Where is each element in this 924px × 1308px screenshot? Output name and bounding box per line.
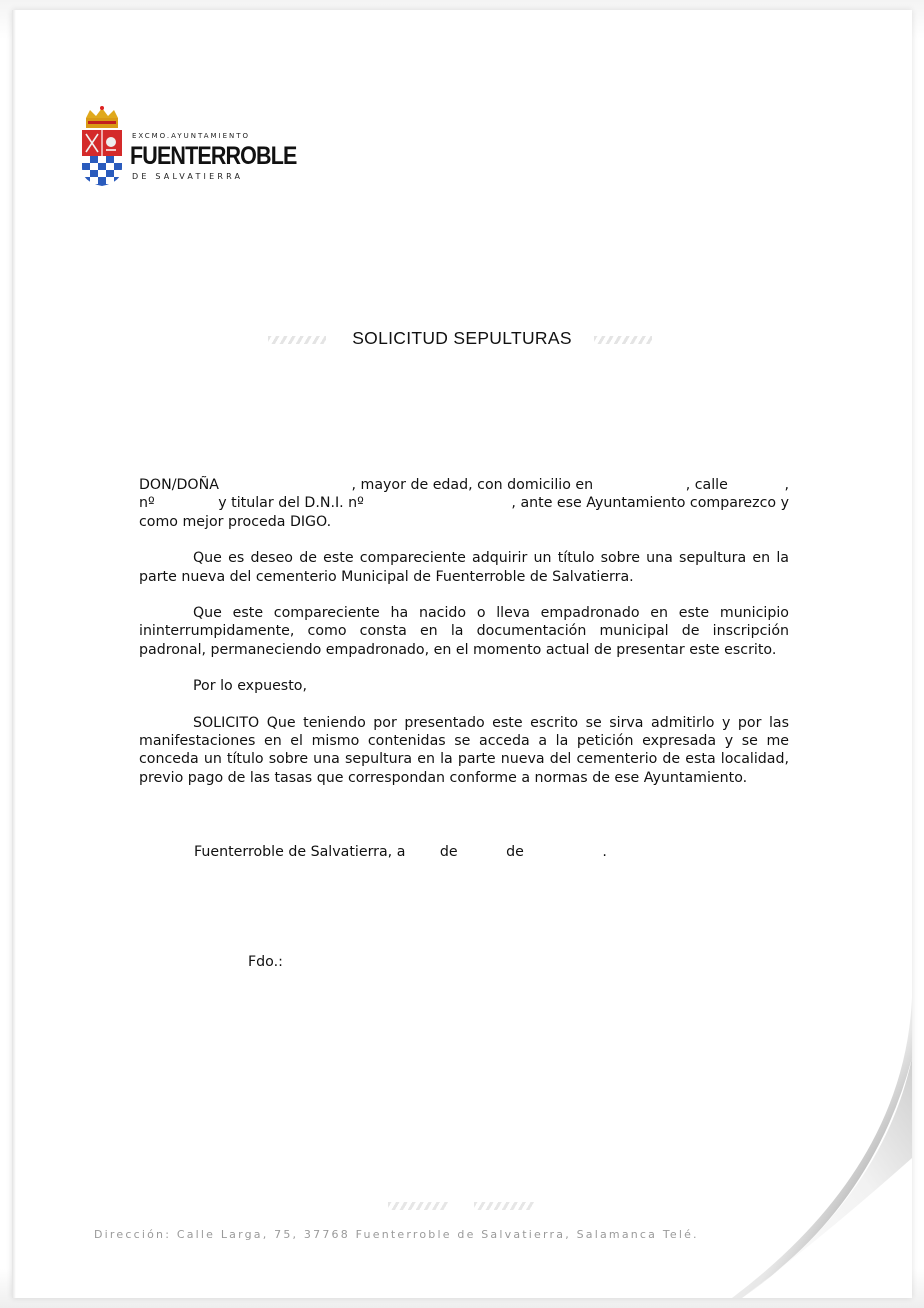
domicile-label: , mayor de edad, con domicilio en <box>351 477 594 493</box>
digo-line: como mejor proceda DIGO. <box>139 513 332 530</box>
document-sheet <box>12 10 912 1298</box>
appearance-text: , ante ese Ayuntamiento comparezco y <box>511 495 789 512</box>
number-label: nº <box>139 495 155 512</box>
document-title: SOLICITUD SEPULTURAS <box>352 328 572 348</box>
paragraph-registration: Que este compareciente ha nacido o lleva empadronado en este municipio ininterrumpidamente, como consta en la documentación municipal de inscripción padronal, permaneciendo empadronado, en el momento actual de presentar este escrito. <box>139 605 789 658</box>
title-row <box>262 328 662 352</box>
applicant-line-2 <box>139 494 789 512</box>
signature-label: Fdo.: <box>248 954 283 970</box>
dni-label: y titular del D.N.I. nº <box>218 495 364 512</box>
comma-mark: , <box>784 477 789 493</box>
don-dona-label: DON/DOÑA <box>139 477 219 493</box>
logo-sub-text: DE SALVATIERRA <box>132 172 244 181</box>
street-label: , calle <box>685 477 728 493</box>
applicant-line-1 <box>139 476 789 494</box>
coat-of-arms-icon <box>80 106 124 188</box>
sheet-edge <box>12 10 16 1298</box>
document-body <box>139 476 789 805</box>
footer-decoration-right <box>474 1202 534 1210</box>
logo-small-text: EXCMO.AYUNTAMIENTO <box>132 132 251 140</box>
footer-address: Dirección: Calle Larga, 75, 37768 Fuenterroble de Salvatierra, Salamanca Telé. <box>94 1228 699 1241</box>
paragraph-desire: Que es deseo de este compareciente adquirir un título sobre una sepultura en la parte nueva del cementerio Municipal de Fuenterroble de Salvatierra. <box>139 550 789 585</box>
logo-town-name: FUENTERROBLE <box>130 142 297 170</box>
date-end: . <box>602 844 607 860</box>
date-de-2: de <box>506 844 524 860</box>
date-de-1: de <box>439 844 458 860</box>
footer-decoration-left <box>388 1202 448 1210</box>
page-curl-shadow <box>672 998 912 1298</box>
paragraph-solicito: SOLICITO Que teniendo por presentado este escrito se sirva admitirlo y por las manifestaciones en el mismo contenidas se acceda a la petición expresada y se me conceda un título sobre una sepultura en la parte nueva del cementerio de esta localidad, previo pago de las tasas que correspondan conforme a normas de ese Ayuntamiento. <box>139 714 789 786</box>
place-label: Fuenterroble de Salvatierra, a <box>194 844 406 860</box>
town-hall-logo <box>80 106 297 188</box>
title-decoration-right <box>594 336 652 344</box>
paragraph-expuesto: Por lo expuesto, <box>193 678 307 695</box>
title-decoration-left <box>268 336 326 344</box>
place-date-line <box>194 844 607 860</box>
